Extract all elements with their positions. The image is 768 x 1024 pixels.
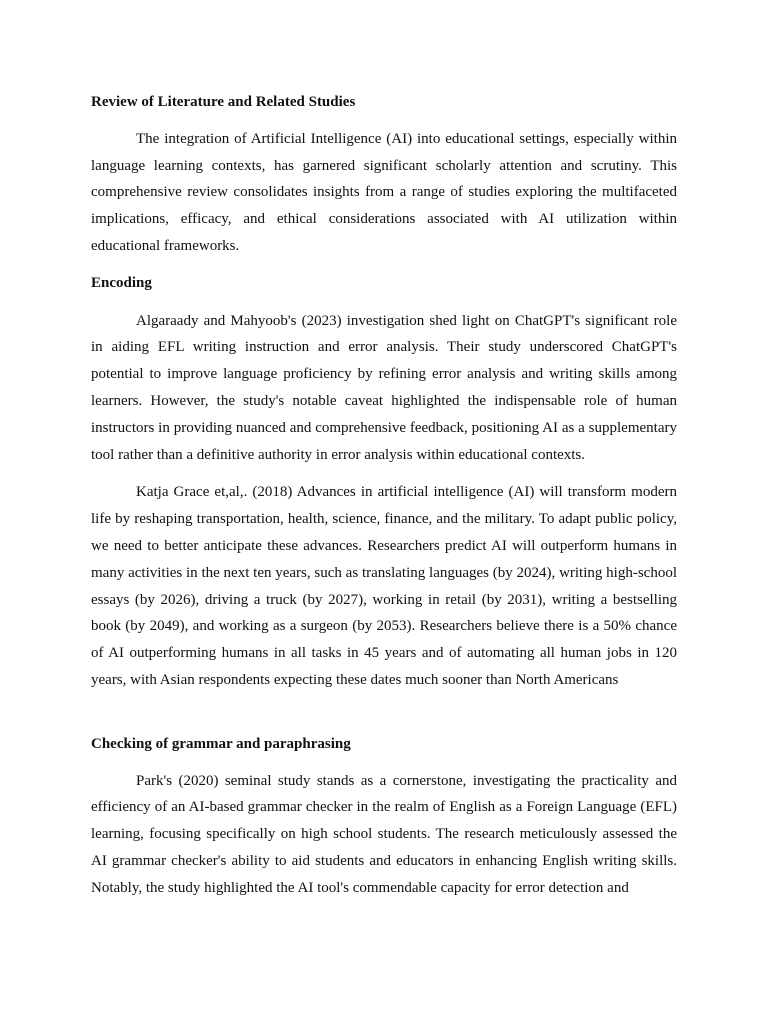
section-heading-grammar: Checking of grammar and paraphrasing — [91, 735, 351, 752]
document-page — [91, 89, 677, 902]
paragraph-park: Park's (2020) seminal study stands as a cornerstone, investigating the practicality and efficiency of an AI-based grammar checker in the realm of English as a Foreign Language (EFL) learning, focusing specifically on high school students. The research meticulously assessed the AI grammar checker's ability to aid students and educators in enhancing English writing skills. Notably, the study highlighted the AI tool's commendable capacity for error detection and — [91, 772, 677, 896]
paragraph-intro: The integration of Artificial Intelligence (AI) into educational settings, especially within language learning contexts, has garnered significant scholarly attention and scrutiny. This comprehensive review consolidates insights from a range of studies exploring the multifaceted implications, efficacy, and ethical considerations associated with AI utilization within educational frameworks. — [91, 130, 677, 254]
section-heading-encoding: Encoding — [91, 274, 152, 291]
paragraph-grace: Katja Grace et,al,. (2018) Advances in artificial intelligence (AI) will transform modern life by reshaping transportation, health, science, finance, and the military. To adapt public policy, we need to better anticipate these advances. Researchers predict AI will outperform humans in many activities in the next ten years, such as translating languages (by 2024), writing high-school essays (by 2026), driving a truck (by 2027), working in retail (by 2031), writing a bestselling book (by 2049), and working as a surgeon (by 2053). Researchers believe there is a 50% chance of AI outperforming humans in all tasks in 45 years and of automating all human jobs in 120 years, with Asian respondents expecting these dates much sooner than North Americans — [91, 484, 677, 688]
paragraph-algaraady: Algaraady and Mahyoob's (2023) investigation shed light on ChatGPT's significant role in aiding EFL writing instruction and error analysis. Their study underscored ChatGPT's potential to improve language proficiency by refining error analysis and writing skills among learners. However, the study's notable caveat highlighted the indispensable role of human instructors in providing nuanced and comprehensive feedback, positioning AI as a supplementary tool rather than a definitive authority in error analysis within educational contexts. — [91, 312, 677, 463]
section-heading-review: Review of Literature and Related Studies — [91, 94, 356, 110]
